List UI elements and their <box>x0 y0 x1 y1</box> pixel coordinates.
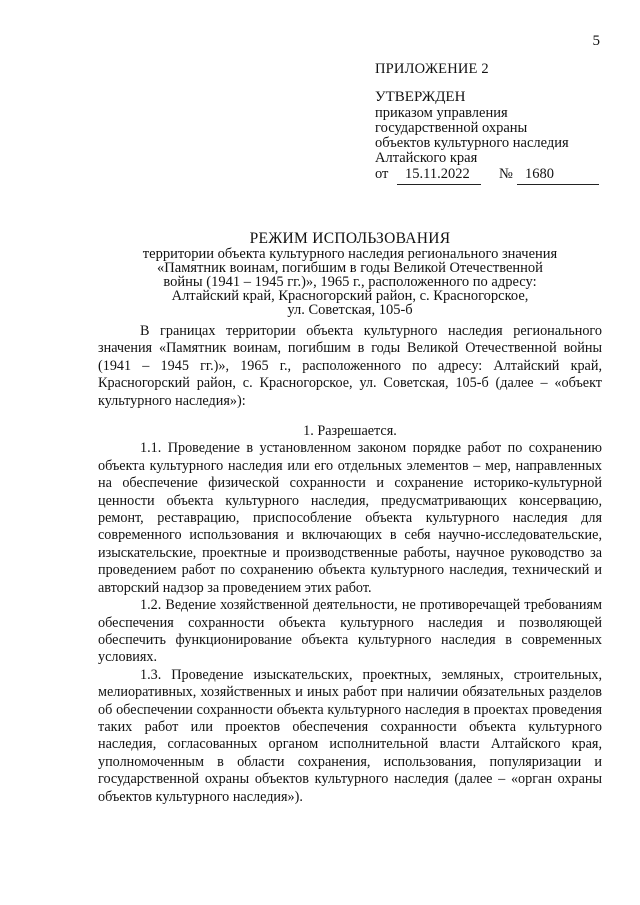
clause-1-2: 1.2. Ведение хозяйственной деятельности, не противоречащей требованиям обеспечения сохранности объекта культурного наследия и позволяющей обеспечить функционирование объекта культурного наследия в современных условиях. <box>98 597 602 666</box>
clause-1-3: 1.3. Проведение изыскательских, проектных, земляных, строительных, мелиоративных, хозяйственных и иных работ при наличии обязательных разделов об обеспечении сохранности объекта культурного наследия в проектах проведения таких работ или проектов обеспечения сохранности объекта культурного наследия, согласованных органом исполнительной власти Алтайского края, уполномоченным в области сохранения, использования, популяризации и государственной охраны объектов культурного наследия (далее – «орган охраны объектов культурного наследия»). <box>98 666 602 805</box>
order-date: 15.11.2022 <box>405 166 470 182</box>
title-line: территории объекта культурного наследия регионального значения <box>142 246 558 262</box>
title-line: «Памятник воинам, погибшим в годы Великой Отечественной <box>157 260 543 276</box>
order-date-number <box>375 167 615 185</box>
page-number: 5 <box>592 33 600 49</box>
appendix-label: ПРИЛОЖЕНИЕ 2 <box>375 61 489 77</box>
approval-line: государственной охраны <box>375 120 528 136</box>
document-body <box>98 323 602 806</box>
section-heading: 1. Разрешается. <box>303 423 397 440</box>
approved-label: УТВЕРЖДЕН <box>375 89 466 105</box>
approval-line: Алтайского края <box>375 150 478 166</box>
approval-block <box>375 62 615 185</box>
clause-1-1: 1.1. Проведение в установленном законом порядке работ по сохранению объекта культурного наследия или его отдельных элементов – мер, направленных на обеспечение физической сохранности и сохранение историко-культурной ценности объекта культурного наследия, предусматривающих консервацию, ремонт, реставрацию, приспособление объекта культурного наследия для современного использования и включающих в себя научно-исследовательские, изыскательские, проектные и производственные работы, научное руководство за проведением работ по сохранению объекта культурного наследия, технический и авторский надзор за проведением этих работ. <box>98 440 602 596</box>
order-number: 1680 <box>525 166 554 182</box>
title-line: войны (1941 – 1945 гг.)», 1965 г., расположенного по адресу: <box>163 274 537 290</box>
document-title-block <box>80 230 620 317</box>
title-line: Алтайский край, Красногорский район, с. Красногорское, <box>171 288 529 304</box>
date-prefix: от <box>375 166 389 182</box>
approval-line: приказом управления <box>375 105 508 121</box>
number-sign: № <box>499 166 513 182</box>
approval-line: объектов культурного наследия <box>375 135 569 151</box>
intro-paragraph: В границах территории объекта культурного наследия регионального значения «Памятник воинам, погибшим в годы Великой Отечественной войны (1941 – 1945 гг.)», 1965 г., расположенного по адресу: Алтайский край, Красногорский район, с. Красногорское, ул. Советская, 105-б (далее – «объект культурного наследия»): <box>98 323 602 409</box>
title-line: ул. Советская, 105-б <box>287 302 413 318</box>
document-title: РЕЖИМ ИСПОЛЬЗОВАНИЯ <box>249 230 451 247</box>
